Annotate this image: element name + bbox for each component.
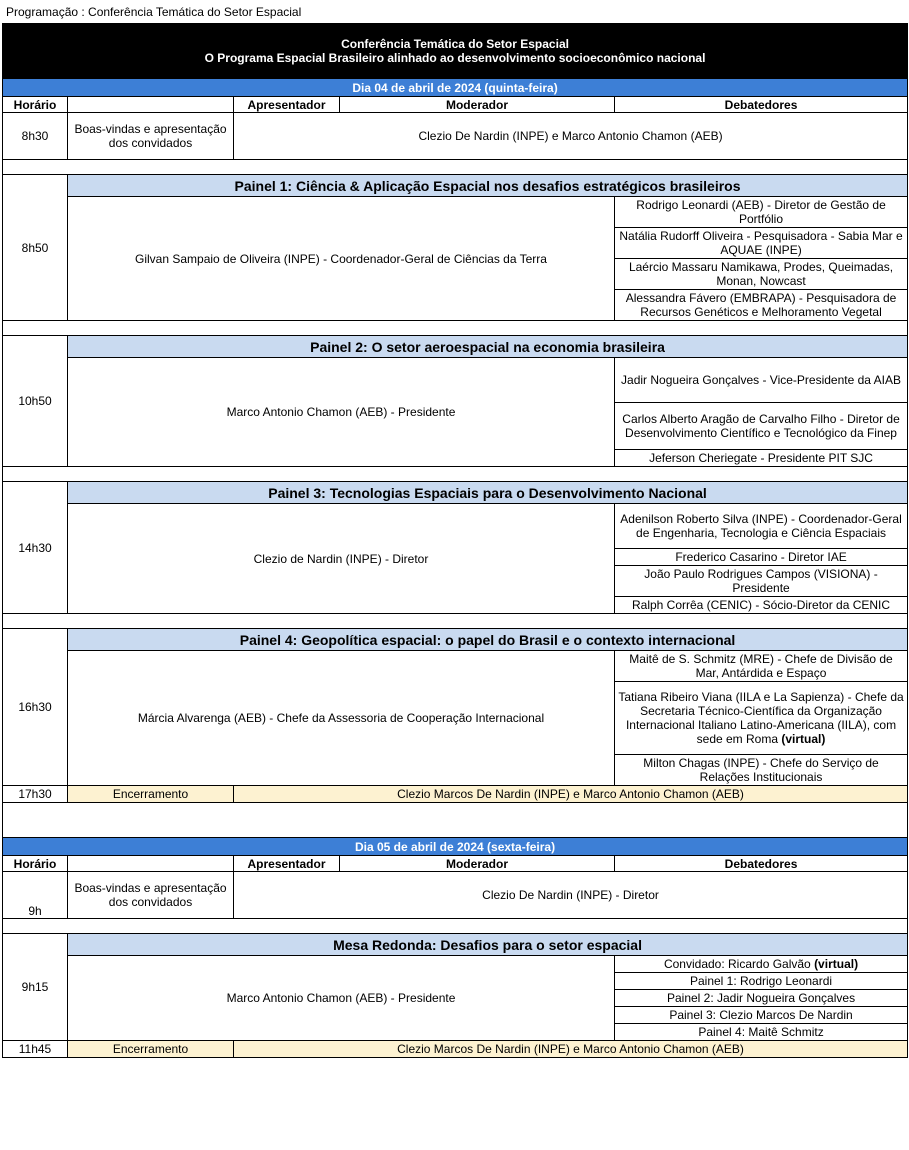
col-apresentador: Apresentador (234, 856, 340, 872)
time-cell: 14h30 (3, 482, 68, 614)
debater: Jeferson Cheriegate - Presidente PIT SJC (615, 450, 908, 467)
time-cell: 9h (3, 872, 68, 919)
panel3-title-row (3, 482, 908, 504)
debater: Painel 2: Jadir Nogueira Gonçalves (615, 990, 908, 1007)
closing-people: Clezio Marcos De Nardin (INPE) e Marco Antonio Chamon (AEB) (234, 786, 908, 803)
day2-column-headers (3, 856, 908, 872)
debater: Frederico Casarino - Diretor IAE (615, 549, 908, 566)
welcome-people: Clezio De Nardin (INPE) e Marco Antonio Chamon (AEB) (234, 113, 908, 160)
day2-closing-row (3, 1041, 908, 1058)
panel3-moderator: Clezio de Nardin (INPE) - Diretor (68, 504, 615, 614)
welcome-label: Boas-vindas e apresentação dos convidados (68, 113, 234, 160)
spacer-row (3, 919, 908, 934)
mesa-title: Mesa Redonda: Desafios para o setor espacial (68, 934, 908, 956)
col-horario: Horário (3, 856, 68, 872)
day2-header: Dia 05 de abril de 2024 (sexta-feira) (3, 838, 908, 856)
debater: Alessandra Fávero (EMBRAPA) - Pesquisadora de Recursos Genéticos e Melhoramento Vegetal (615, 290, 908, 321)
panel1-moderator: Gilvan Sampaio de Oliveira (INPE) - Coordenador-Geral de Ciências da Terra (68, 197, 615, 321)
sheet-title: Programação : Conferência Temática do Setor Espacial (6, 5, 302, 19)
debater: Adenilson Roberto Silva (INPE) - Coordenador-Geral de Engenharia, Tecnologia e Ciência Espaciais (615, 504, 908, 549)
spacer-row (3, 160, 908, 175)
virtual-tag: (virtual) (814, 957, 859, 971)
col-moderador: Moderador (340, 856, 615, 872)
debater: Jadir Nogueira Gonçalves - Vice-Presidente da AIAB (615, 358, 908, 403)
mesa-title-row (3, 934, 908, 956)
debater: Painel 3: Clezio Marcos De Nardin (615, 1007, 908, 1024)
mesa-moderator: Marco Antonio Chamon (AEB) - Presidente (68, 956, 615, 1041)
debater: Painel 1: Rodrigo Leonardi (615, 973, 908, 990)
spacer-row (3, 467, 908, 482)
day1-welcome-row (3, 113, 908, 160)
conference-title: Conferência Temática do Setor Espacial (341, 37, 569, 51)
day1-header: Dia 04 de abril de 2024 (quinta-feira) (3, 79, 908, 97)
debater: Milton Chagas (INPE) - Chefe do Serviço de Relações Institucionais (615, 755, 908, 786)
panel2-title: Painel 2: O setor aeroespacial na economia brasileira (68, 336, 908, 358)
debater: Convidado: Ricardo Galvão (virtual) (615, 956, 908, 973)
conference-header (3, 24, 908, 79)
debater: Painel 4: Maitê Schmitz (615, 1024, 908, 1041)
welcome-people: Clezio De Nardin (INPE) - Diretor (234, 872, 908, 919)
debater: Ralph Corrêa (CENIC) - Sócio-Diretor da CENIC (615, 597, 908, 614)
panel4-title-row (3, 629, 908, 651)
schedule-table (2, 23, 908, 1058)
col-apresentador: Apresentador (234, 97, 340, 113)
col-debatedores: Debatedores (615, 97, 908, 113)
time-cell: 10h50 (3, 336, 68, 467)
col-blank (68, 856, 234, 872)
closing-label: Encerramento (68, 786, 234, 803)
time-cell: 9h15 (3, 934, 68, 1041)
day2-welcome-row (3, 872, 908, 919)
col-horario: Horário (3, 97, 68, 113)
col-moderador: Moderador (340, 97, 615, 113)
panel4-title: Painel 4: Geopolítica espacial: o papel do Brasil e o contexto internacional (68, 629, 908, 651)
panel3-title: Painel 3: Tecnologias Espaciais para o Desenvolvimento Nacional (68, 482, 908, 504)
time-cell: 16h30 (3, 629, 68, 786)
panel4-moderator: Márcia Alvarenga (AEB) - Chefe da Assessoria de Cooperação Internacional (68, 651, 615, 786)
panel2-title-row (3, 336, 908, 358)
debater: Rodrigo Leonardi (AEB) - Diretor de Gestão de Portfólio (615, 197, 908, 228)
time-cell: 8h30 (3, 113, 68, 160)
debater: Tatiana Ribeiro Viana (IILA e La Sapienza) - Chefe da Secretaria Técnico-Científica da Organização Internacional Italiano Latino-Americana (IILA), com sede em Roma (virtual) (615, 682, 908, 755)
panel2-moderator: Marco Antonio Chamon (AEB) - Presidente (68, 358, 615, 467)
virtual-tag: (virtual) (781, 732, 826, 746)
panel1-title: Painel 1: Ciência & Aplicação Espacial nos desafios estratégicos brasileiros (68, 175, 908, 197)
conference-subtitle: O Programa Espacial Brasileiro alinhado ao desenvolvimento socioeconômico nacional (204, 51, 706, 65)
closing-people: Clezio Marcos De Nardin (INPE) e Marco Antonio Chamon (AEB) (234, 1041, 908, 1058)
debater: Laércio Massaru Namikawa, Prodes, Queimadas, Monan, Nowcast (615, 259, 908, 290)
day1-closing-row (3, 786, 908, 803)
day1-column-headers (3, 97, 908, 113)
debater: Natália Rudorff Oliveira - Pesquisadora - Sabia Mar e AQUAE (INPE) (615, 228, 908, 259)
welcome-label: Boas-vindas e apresentação dos convidados (68, 872, 234, 919)
spacer-row (3, 614, 908, 629)
spacer-row (3, 803, 908, 838)
debater: João Paulo Rodrigues Campos (VISIONA) - Presidente (615, 566, 908, 597)
col-blank (68, 97, 234, 113)
debater: Maitê de S. Schmitz (MRE) - Chefe de Divisão de Mar, Antárdida e Espaço (615, 651, 908, 682)
closing-label: Encerramento (68, 1041, 234, 1058)
col-debatedores: Debatedores (615, 856, 908, 872)
panel1-title-row (3, 175, 908, 197)
time-cell: 17h30 (3, 786, 68, 803)
debater: Carlos Alberto Aragão de Carvalho Filho - Diretor de Desenvolvimento Científico e Tecnológico da Finep (615, 403, 908, 450)
time-cell: 11h45 (3, 1041, 68, 1058)
spacer-row (3, 321, 908, 336)
time-cell: 8h50 (3, 175, 68, 321)
